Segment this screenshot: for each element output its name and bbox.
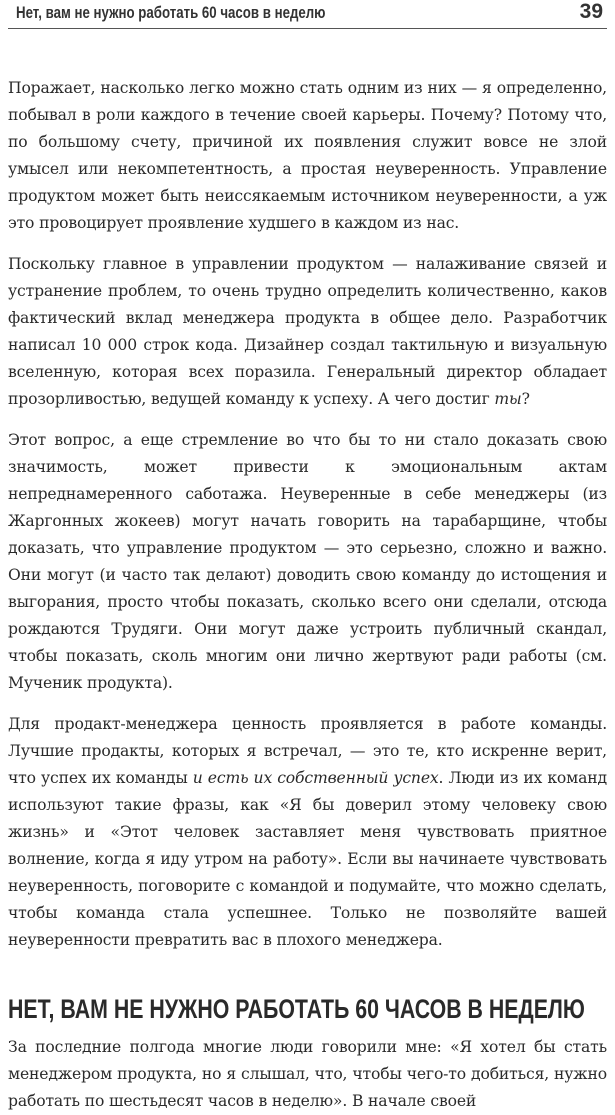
paragraph-2: [8, 251, 607, 413]
running-header: [8, 0, 607, 28]
paragraph-2-tail: ?: [521, 390, 530, 408]
body-text: [8, 29, 607, 1115]
paragraph-2-text: Поскольку главное в управлении продуктом — налаживание связей и устранение проблем, то очень трудно определить количественно, каков фактический вклад менеджера продукта в общее дело. Разработчик написал 10 000 строк кода. Дизайнер создал тактильную и визуальную вселенную, которая всех поразила. Генеральный директор обладает прозорливостью, ведущей команду к успеху. А чего достиг: [8, 255, 607, 408]
section-paragraph: За последние полгода многие люди говорили мне: «Я хотел бы стать менеджером продукта, но я слышал, что, чтобы чего-то добиться, нужно работать по шестьдесят часов в неделю». В начале своей: [8, 1038, 607, 1110]
section-heading: НЕТ, ВАМ НЕ НУЖНО РАБОТАТЬ 60 ЧАСОВ В НЕДЕЛЮ: [8, 994, 585, 1024]
paragraph-4-emphasis: и есть их собственный успех: [192, 769, 439, 787]
paragraph-4: [8, 711, 607, 954]
paragraph-4-text: Для продакт-менеджера ценность проявляется в работе команды. Лучшие продакты, которых я встречал, — это те, кто искренне верит, что успех их команды: [8, 715, 607, 787]
paragraph-3: Этот вопрос, а еще стремление во что бы то ни стало доказать свою значимость, может привести к эмоциональным актам непреднамеренного саботажа. Неуверенные в себе менеджеры (из Жаргонных жокеев) могут начать говорить на тарабарщине, чтобы доказать, что управление продуктом — это серьезно, сложно и важно. Они могут (и часто так делают) доводить свою команду до истощения и выгорания, просто чтобы показать, сколько всего они сделали, отсюда рождаются Трудяги. Они могут даже устроить публичный скандал, чтобы показать, сколь многим они лично жертвуют ради работы (см. Мученик продукта).: [8, 431, 607, 692]
paragraph-1: Поражает, насколько легко можно стать одним из них — я определенно, побывал в роли каждого в течение своей карьеры. Почему? Потому что, по большому счету, причиной их появления служит вовсе не злой умысел или некомпетентность, а простая неуверенность. Управление продуктом может быть неиссякаемым источником неуверенности, а уж это провоцирует проявление худшего в каждом из нас.: [8, 79, 607, 232]
running-title: Нет, вам не нужно работать 60 часов в неделю: [16, 3, 326, 22]
paragraph-2-emphasis: ты: [494, 390, 522, 408]
paragraph-4-tail: . Люди из их команд используют такие фразы, как «Я бы доверил этому человеку свою жизнь» и «Этот человек заставляет меня чувствовать приятное волнение, когда я иду утром на работу». Если вы начинаете чувствовать неуверенность, поговорите с командой и подумайте, что можно сделать, чтобы команда стала успешнее. Только не позволяйте вашей неуверенности превратить вас в плохого менеджера.: [8, 769, 607, 949]
page-number: 39: [579, 0, 603, 23]
